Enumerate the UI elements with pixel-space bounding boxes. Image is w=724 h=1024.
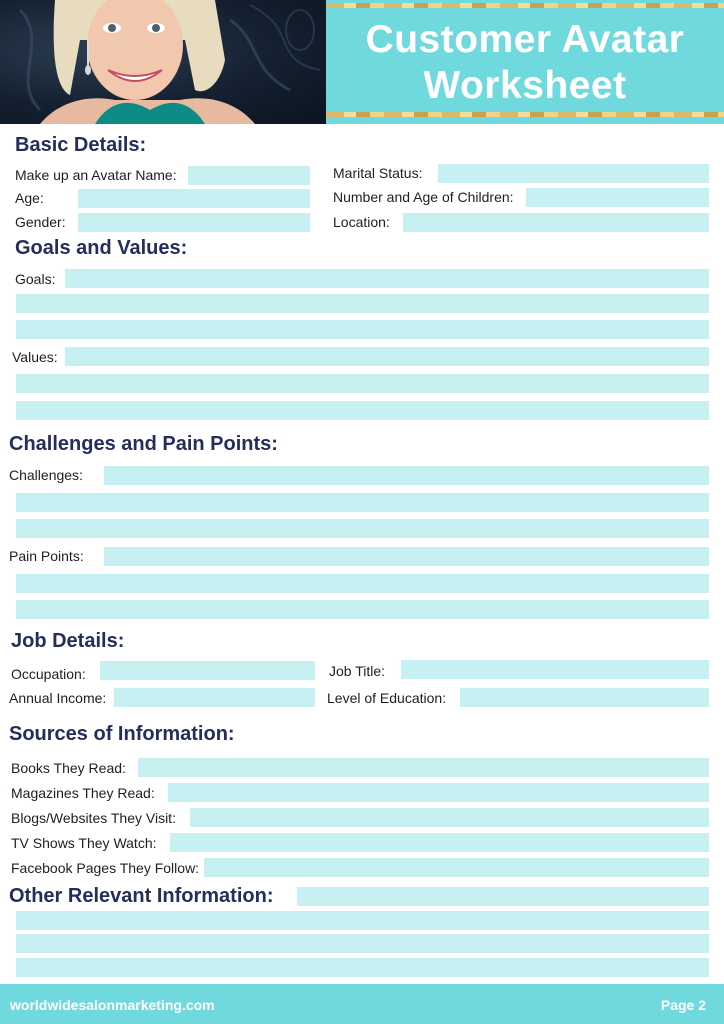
heading-sources: Sources of Information: (9, 723, 235, 745)
heading-challenges: Challenges and Pain Points: (9, 433, 278, 455)
heading-basic-details: Basic Details: (15, 134, 147, 156)
label-annual-income: Annual Income: (9, 690, 107, 706)
heading-goals-values: Goals and Values: (15, 237, 188, 259)
other-field-2[interactable] (16, 911, 709, 930)
pain-points-field-3[interactable] (16, 600, 709, 619)
label-blogs: Blogs/Websites They Visit: (11, 810, 176, 826)
goals-field-1[interactable] (65, 269, 709, 288)
values-field-1[interactable] (65, 347, 709, 366)
magazines-field[interactable] (168, 783, 709, 802)
footer-website: worldwidesalonmarketing.com (10, 997, 215, 1013)
other-field-3[interactable] (16, 934, 709, 953)
children-field[interactable] (526, 188, 709, 207)
marital-status-field[interactable] (438, 164, 709, 183)
challenges-field-2[interactable] (16, 493, 709, 512)
footer (0, 984, 724, 1024)
gender-field[interactable] (78, 213, 310, 232)
other-field-1[interactable] (297, 887, 709, 906)
title-banner (326, 0, 724, 124)
job-title-field[interactable] (401, 660, 709, 679)
age-field[interactable] (78, 189, 310, 208)
label-magazines: Magazines They Read: (11, 785, 155, 801)
tv-shows-field[interactable] (170, 833, 709, 852)
label-facebook: Facebook Pages They Follow: (11, 860, 200, 876)
label-goals: Goals: (15, 271, 56, 287)
label-avatar-name: Make up an Avatar Name: (15, 167, 177, 183)
heading-other: Other Relevant Information: (9, 885, 274, 907)
occupation-field[interactable] (100, 661, 315, 680)
gold-stripe-top (326, 3, 724, 8)
label-pain-points: Pain Points: (9, 548, 84, 564)
values-field-2[interactable] (16, 374, 709, 393)
goals-field-2[interactable] (16, 294, 709, 313)
pain-points-field-2[interactable] (16, 574, 709, 593)
label-occupation: Occupation: (11, 666, 86, 682)
label-challenges: Challenges: (9, 467, 83, 483)
challenges-field-1[interactable] (104, 466, 709, 485)
annual-income-field[interactable] (114, 688, 315, 707)
values-field-3[interactable] (16, 401, 709, 420)
challenges-field-3[interactable] (16, 519, 709, 538)
pain-points-field-1[interactable] (104, 547, 709, 566)
label-age: Age: (15, 190, 44, 206)
blogs-field[interactable] (190, 808, 709, 827)
header-photo (0, 0, 326, 124)
label-location: Location: (333, 214, 390, 230)
avatar-name-field[interactable] (188, 166, 310, 185)
label-education: Level of Education: (327, 690, 447, 706)
label-tv-shows: TV Shows They Watch: (11, 835, 157, 851)
page-title-line1: Customer Avatar (365, 18, 685, 61)
woman-portrait-image (0, 0, 326, 124)
page-number: Page 2 (660, 997, 706, 1013)
label-gender: Gender: (15, 214, 66, 230)
label-values: Values: (12, 349, 58, 365)
facebook-field[interactable] (204, 858, 709, 877)
heading-job-details: Job Details: (11, 630, 125, 652)
location-field[interactable] (403, 213, 709, 232)
goals-field-3[interactable] (16, 320, 709, 339)
label-marital-status: Marital Status: (333, 165, 423, 181)
page-title-line2: Worksheet (423, 64, 627, 107)
label-books: Books They Read: (11, 760, 126, 776)
label-job-title: Job Title: (329, 663, 386, 679)
other-field-4[interactable] (16, 958, 709, 977)
books-field[interactable] (138, 758, 709, 777)
education-field[interactable] (460, 688, 709, 707)
gold-stripe-bottom (326, 112, 724, 117)
label-children: Number and Age of Children: (333, 189, 514, 205)
